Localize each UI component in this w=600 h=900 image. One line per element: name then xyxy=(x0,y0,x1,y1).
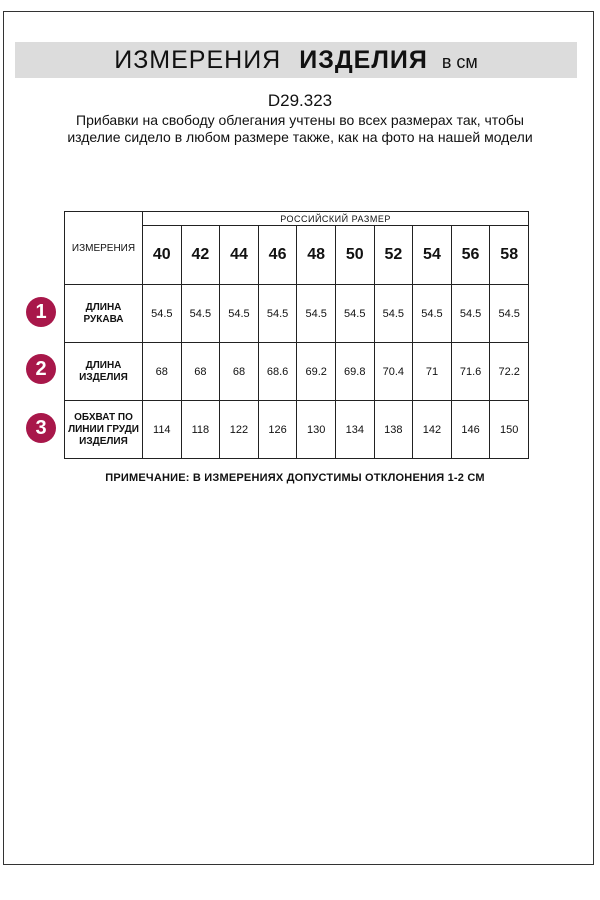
table-cell: 54.5 xyxy=(374,285,413,343)
size-header: 48 xyxy=(297,226,336,285)
table-cell: 68 xyxy=(220,343,259,401)
size-header: 44 xyxy=(220,226,259,285)
table-cell: 122 xyxy=(220,401,259,459)
measure-header: ИЗМЕРЕНИЯ xyxy=(65,212,143,285)
table-cell: 71 xyxy=(413,343,452,401)
table-cell: 134 xyxy=(335,401,374,459)
table-cell: 54.5 xyxy=(490,285,529,343)
table-cell: 69.2 xyxy=(297,343,336,401)
title-regular: ИЗМЕРЕНИЯ xyxy=(114,46,282,74)
table-cell: 69.8 xyxy=(335,343,374,401)
table-cell: 72.2 xyxy=(490,343,529,401)
title-unit: в см xyxy=(441,52,478,72)
table-cell: 71.6 xyxy=(451,343,490,401)
table-cell: 54.5 xyxy=(413,285,452,343)
size-header: 50 xyxy=(335,226,374,285)
table-row xyxy=(65,401,529,459)
table-cell: 54.5 xyxy=(143,285,182,343)
row-badge-2: 2 xyxy=(26,354,56,384)
size-table xyxy=(64,211,529,459)
table-cell: 118 xyxy=(181,401,220,459)
table-cell: 68 xyxy=(143,343,182,401)
size-header: 58 xyxy=(490,226,529,285)
title-bold: ИЗДЕЛИЯ xyxy=(299,46,428,74)
row-label-garment-length: ДЛИНА ИЗДЕЛИЯ xyxy=(65,343,143,401)
size-header: 52 xyxy=(374,226,413,285)
size-header: 56 xyxy=(451,226,490,285)
size-header: 46 xyxy=(258,226,297,285)
table-cell: 54.5 xyxy=(258,285,297,343)
table-cell: 114 xyxy=(143,401,182,459)
table-row xyxy=(65,285,529,343)
table-cell: 150 xyxy=(490,401,529,459)
table-cell: 68.6 xyxy=(258,343,297,401)
table-cell: 130 xyxy=(297,401,336,459)
table-cell: 146 xyxy=(451,401,490,459)
row-label-chest-girth: ОБХВАТ ПО ЛИНИИ ГРУДИ ИЗДЕЛИЯ xyxy=(65,401,143,459)
table-row xyxy=(65,343,529,401)
size-header: 54 xyxy=(413,226,452,285)
table-cell: 54.5 xyxy=(451,285,490,343)
size-group-header: РОССИЙСКИЙ РАЗМЕР xyxy=(143,212,529,226)
table-cell: 54.5 xyxy=(220,285,259,343)
row-badge-1: 1 xyxy=(26,297,56,327)
table-cell: 54.5 xyxy=(335,285,374,343)
table-cell: 70.4 xyxy=(374,343,413,401)
row-label-sleeve-length: ДЛИНА РУКАВА xyxy=(65,285,143,343)
table-cell: 54.5 xyxy=(297,285,336,343)
table-cell: 138 xyxy=(374,401,413,459)
row-badge-3: 3 xyxy=(26,413,56,443)
tolerance-note: ПРИМЕЧАНИЕ: В ИЗМЕРЕНИЯХ ДОПУСТИМЫ ОТКЛОНЕНИЯ 1-2 СМ xyxy=(105,472,485,484)
size-header: 40 xyxy=(143,226,182,285)
table-cell: 68 xyxy=(181,343,220,401)
page-title xyxy=(15,42,577,78)
table-cell: 54.5 xyxy=(181,285,220,343)
article-code: D29.323 xyxy=(267,91,333,110)
table-cell: 142 xyxy=(413,401,452,459)
table-cell: 126 xyxy=(258,401,297,459)
fit-description: Прибавки на свободу облегания учтены во всех размерах так, чтобы изделие сидело в любом размере также, как на фото на нашей модели xyxy=(67,112,533,145)
size-header: 42 xyxy=(181,226,220,285)
